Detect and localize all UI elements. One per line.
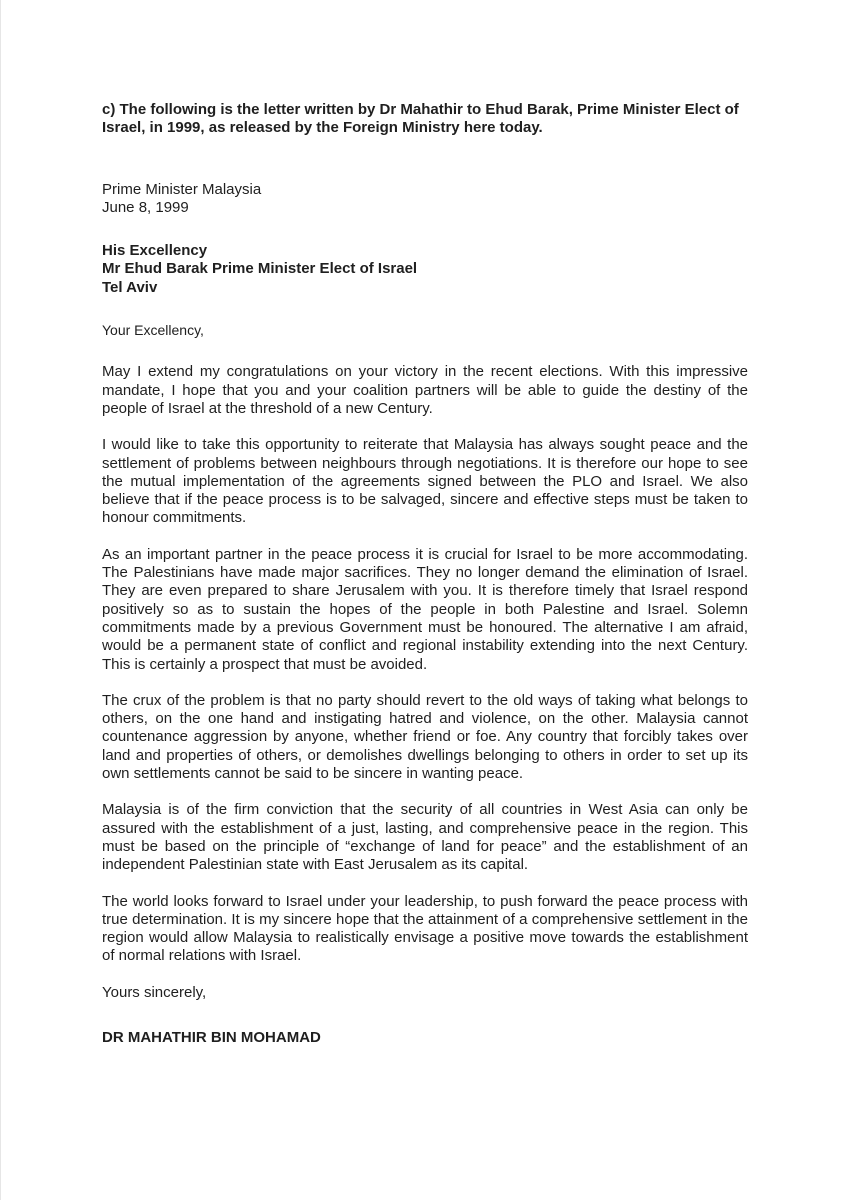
body-paragraph-6: The world looks forward to Israel under your leadership, to push forward the peace process with true determination. It is my sincere hope that the attainment of a comprehensive settlement in the region would allow Malaysia to realistically envisage a positive move towards the establishment of normal relations with Israel.	[102, 892, 748, 965]
recipient-block	[102, 242, 748, 297]
intro-heading: c) The following is the letter written by Dr Mahathir to Ehud Barak, Prime Minister Elect of Israel, in 1999, as released by the Foreign Ministry here today.	[102, 101, 739, 137]
letter-content	[102, 101, 748, 1047]
letter-date: June 8, 1999	[102, 198, 189, 216]
signatory-name: DR MAHATHIR BIN MOHAMAD	[102, 1028, 321, 1046]
recipient-title: His Excellency	[102, 242, 208, 260]
body-paragraph-3: As an important partner in the peace process it is crucial for Israel to be more accommodating. The Palestinians have made major sacrifices. They no longer demand the elimination of Israel. They are even prepared to share Jerusalem with you. It is therefore timely that Israel respond positively so as to sustain the hopes of the people in both Palestine and Israel. Solemn commitments made by a previous Government must be honoured. The alternative I am afraid, would be a permanent state of conflict and regional instability extending into the next Century. This is certainly a prospect that must be avoided.	[102, 545, 748, 673]
sender-office: Prime Minister Malaysia	[102, 180, 262, 198]
closing: Yours sincerely,	[102, 983, 207, 1001]
sender-block	[102, 181, 748, 218]
body-paragraph-5: Malaysia is of the firm conviction that the security of all countries in West Asia can only be assured with the establishment of a just, lasting, and comprehensive peace in the region. This must be based on the principle of “exchange of land for peace” and the establishment of an independent Palestinian state with East Jerusalem as its capital.	[102, 801, 748, 874]
body-paragraph-4: The crux of the problem is that no party should revert to the old ways of taking what belongs to others, on the one hand and instigating hatred and violence, on the other. Malaysia cannot countenance aggression by anyone, whether friend or foe. Any country that forcibly takes over land and properties of others, or demolishes dwellings belonging to others in order to set up its own settlements cannot be said to be sincere in wanting peace.	[102, 691, 748, 783]
salutation: Your Excellency,	[102, 322, 204, 339]
recipient-name: Mr Ehud Barak Prime Minister Elect of Israel	[102, 260, 418, 278]
recipient-city: Tel Aviv	[102, 278, 158, 296]
body-paragraph-2: I would like to take this opportunity to reiterate that Malaysia has always sought peace and the settlement of problems between neighbours through negotiations. It is therefore our hope to see the mutual implementation of the agreements signed between the PLO and Israel. We also believe that if the peace process is to be salvaged, sincere and effective steps must be taken to honour commitments.	[102, 436, 748, 527]
body-paragraph-1: May I extend my congratulations on your victory in the recent elections. With this impressive mandate, I hope that you and your coalition partners will be able to guide the destiny of the people of Israel at the threshold of a new Century.	[102, 363, 748, 417]
